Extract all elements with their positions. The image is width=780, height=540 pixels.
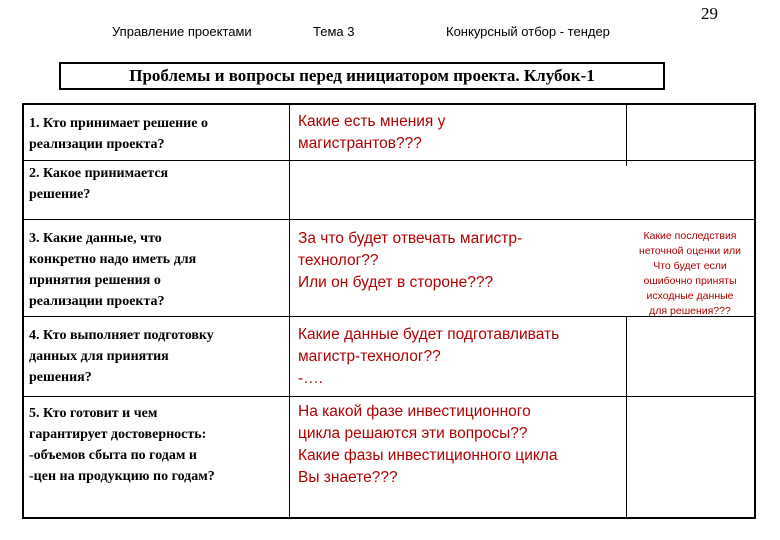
row-divider — [22, 396, 756, 397]
answer-1: Какие есть мнения у магистрантов??? — [298, 113, 446, 152]
answer-5: На какой фазе инвестиционного цикла решаются эти вопросы?? Какие фазы инвестиционного цикла Вы знаете??? — [298, 403, 558, 486]
answer-4: Какие данные будет подготавливать магистр-технолог?? -…. — [298, 326, 560, 387]
column-divider — [289, 103, 290, 519]
side-note: Какие последствия неточной оценки или Что будет если ошибочно приняты исходные данные для решения??? — [638, 230, 742, 317]
answer-3: За что будет отвечать магистр- технолог?? Или он будет в стороне??? — [298, 230, 523, 291]
course-title: Управление проектами — [112, 24, 252, 39]
question-5: 5. Кто готовит и чем гарантирует достоверность: -объемов сбыта по годам и -цен на продукцию по годам? — [29, 406, 215, 484]
section-label: Конкурсный отбор - тендер — [446, 24, 610, 39]
question-3: 3. Какие данные, что конкретно надо иметь для принятия решения о реализации проекта? — [29, 231, 197, 309]
row-divider — [22, 160, 756, 161]
topic-label: Тема 3 — [313, 24, 355, 39]
slide-title: Проблемы и вопросы перед инициатором проекта. Клубок-1 — [59, 62, 665, 90]
question-2: 2. Какое принимается решение? — [29, 166, 169, 202]
column-divider — [626, 316, 627, 519]
question-4: 4. Кто выполняет подготовку данных для принятия решения? — [29, 328, 214, 385]
question-1: 1. Кто принимает решение о реализации проекта? — [29, 116, 208, 152]
page-number: 29 — [701, 4, 718, 23]
column-divider — [626, 103, 627, 166]
row-divider — [22, 219, 756, 220]
